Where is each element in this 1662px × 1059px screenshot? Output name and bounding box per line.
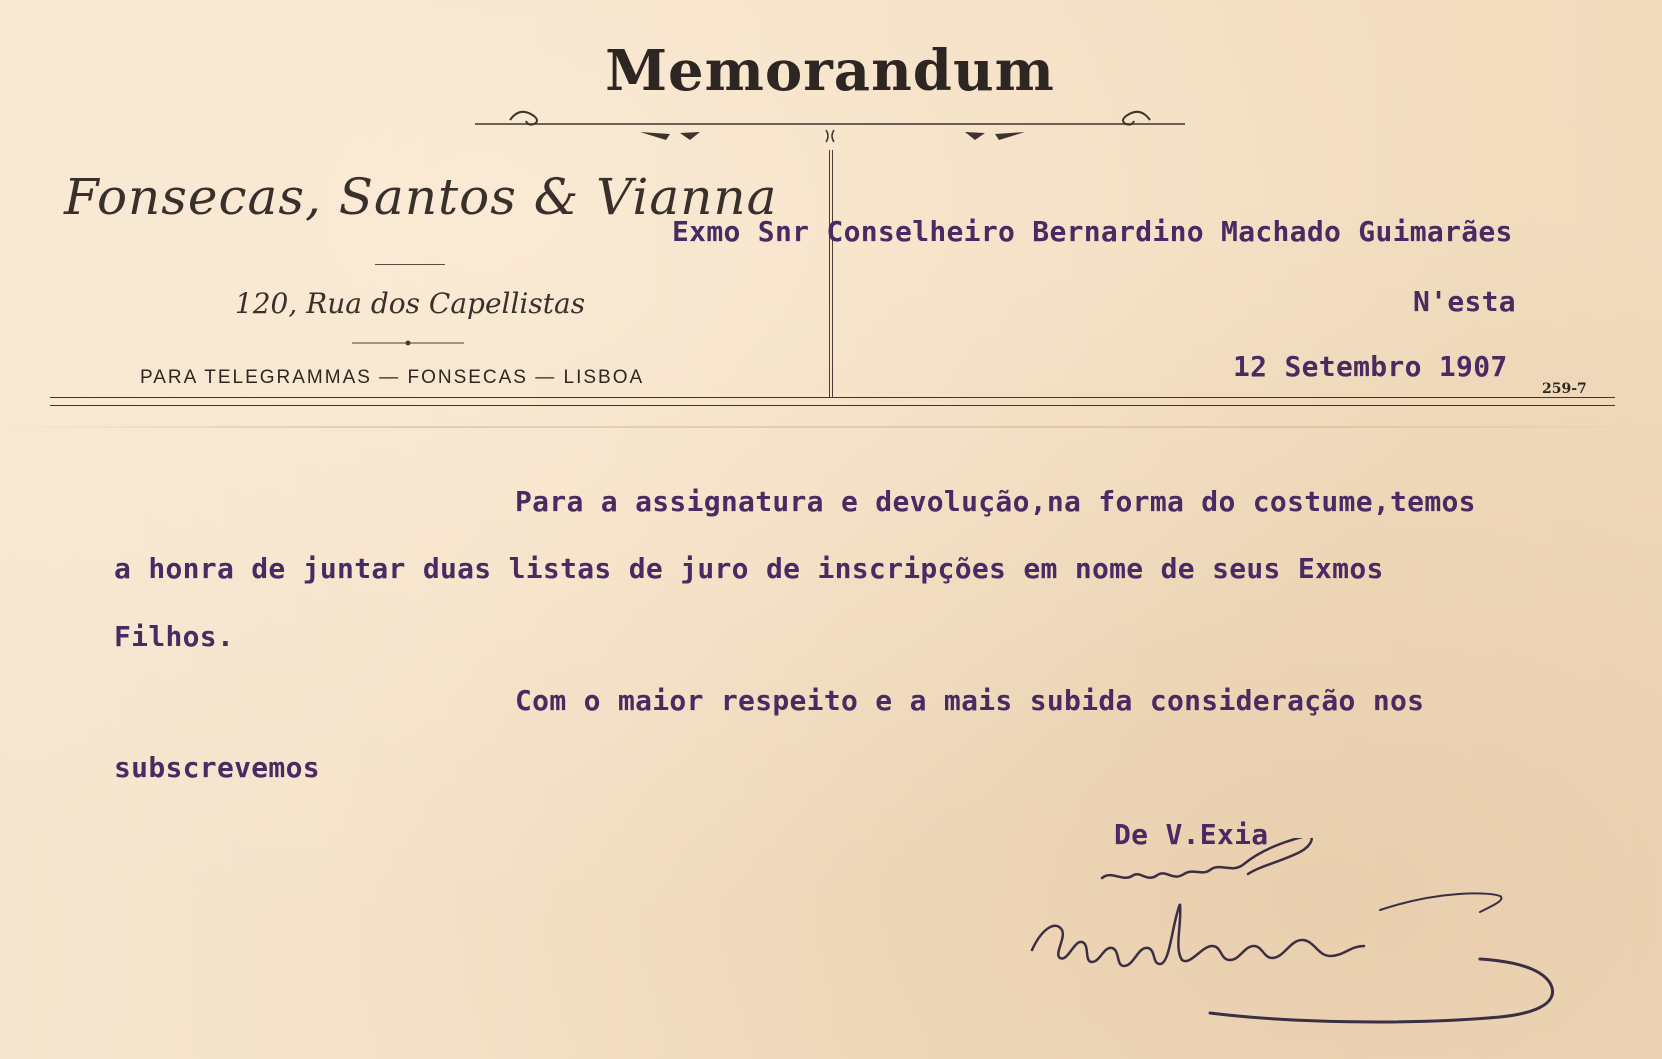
dot-divider [352,338,464,348]
date-line: 12 Setembro 1907 [1233,350,1508,383]
company-name: Fonsecas, Santos & Vianna [64,168,778,226]
body-line: Com o maior respeito e a mais subida consideração nos [515,684,1425,717]
reference-number: 259-7 [1542,381,1587,397]
body-line: Para a assignatura e devolução,na forma do costume,temos [515,485,1476,518]
body-line: subscrevemos [114,751,320,784]
letterhead-title: Memorandum [605,38,1055,104]
title-ornament [470,100,1190,150]
header-rule-top [50,397,1615,398]
header-rule-bottom [50,405,1615,406]
body-line: a honra de juntar duas listas de juro de inscripções em nome de seus Exmos [114,552,1384,585]
header-vertical-rule [829,150,833,397]
telegram-address: PARA TELEGRAMMAS — FONSECAS — LISBOA [140,367,645,388]
recipient-line: Exmo Snr Conselheiro Bernardino Machado Guimarães [672,215,1513,248]
divider-rule [375,264,445,265]
paper-fold [0,426,1662,428]
place-line: N'esta [1413,285,1516,318]
handwritten-signature [1020,838,1590,1028]
closing-line: De V.Exia [1114,818,1269,851]
body-line: Filhos. [114,620,235,653]
company-address: 120, Rua dos Capellistas [234,287,586,320]
